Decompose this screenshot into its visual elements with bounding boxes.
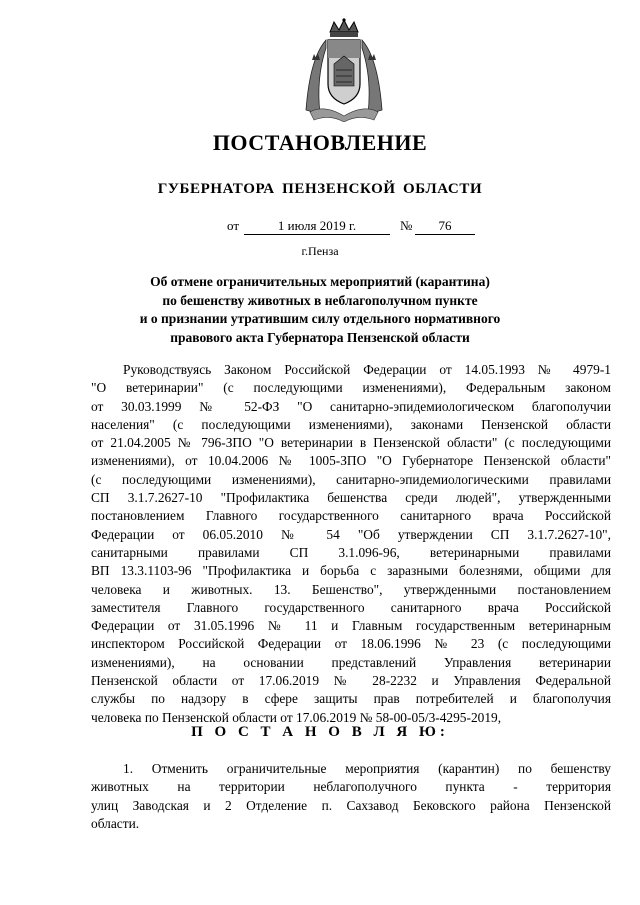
paragraph-line: постановлением Главного государственного санитарного врача Российской — [91, 508, 611, 524]
paragraph-line: санитарными правилами СП 3.1.096-96, ветеринарными правилами — [91, 544, 611, 560]
paragraph-line: от 30.03.1999 № 52-ФЗ "О санитарно-эпидемиологическом благополучии — [91, 398, 611, 414]
paragraph-line: ВП 13.3.1103-96 "Профилактика и борьба с заразными болезнями, общими для — [91, 563, 611, 579]
paragraph-line: службы по надзору в сфере защиты прав потребителей и благополучия — [91, 691, 611, 707]
city-name: г.Пенза — [301, 244, 339, 258]
paragraph-line: "О ветеринарии" (с последующими изменениями), Федеральным законом — [91, 380, 611, 396]
resolution-item-1 — [91, 760, 611, 833]
paragraph-line: человека по Пензенской области от 17.06.2019 № 58-00-05/3-4295-2019, — [91, 709, 502, 725]
title-line: по бешенству животных в неблагополучном пункте — [162, 292, 478, 308]
document-title — [120, 273, 520, 347]
date-number-line — [0, 218, 640, 236]
preamble-paragraph — [91, 361, 611, 727]
issuer-heading: ГУБЕРНАТОРА ПЕНЗЕНСКОЙ ОБЛАСТИ — [157, 181, 483, 197]
paragraph-line: заместителя Главного государственного санитарного врача Российской — [91, 599, 611, 615]
paragraph-line: населения" (с последующими изменениями), законами Пензенской области — [91, 416, 611, 432]
paragraph-line: Федерации от 31.05.1996 № 11 и Главным государственным ветеринарным — [91, 618, 611, 634]
number-label: № — [400, 218, 413, 233]
title-line: правового акта Губернатора Пензенской области — [170, 329, 470, 345]
resolve-heading: П О С Т А Н О В Л Я Ю: — [191, 724, 449, 740]
title-line: Об отмене ограничительных мероприятий (карантина) — [150, 274, 490, 289]
paragraph-line: инспектором Российской Федерации от 18.06.1996 № 23 (с последующими — [91, 636, 611, 652]
paragraph-line: СП 3.1.7.2627-10 "Профилактика бешенства среди людей", утвержденными — [91, 490, 611, 506]
paragraph-line: Пензенской области от 17.06.2019 № 28-2232 и Управления Федеральной — [91, 673, 611, 689]
paragraph-line: от 21.04.2005 № 796-ЗПО "О ветеринарии в Пензенской области" (с последующими — [91, 435, 611, 451]
paragraph-line: улиц Заводская и 2 Отделение п. Сахзавод Бековского района Пензенской — [91, 797, 611, 813]
title-line: и о признании утратившим силу отдельного нормативного — [139, 311, 501, 326]
paragraph-line: животных на территории неблагополучного пункта - территория — [91, 779, 611, 795]
document-type-heading: ПОСТАНОВЛЕНИЕ — [212, 130, 428, 155]
document-date: 1 июля 2019 г. — [244, 218, 390, 235]
document-number: 76 — [415, 218, 475, 235]
paragraph-line: человека и животных. 13. Бешенство", утвержденными постановлением — [91, 581, 611, 597]
paragraph-line: изменениями), на основании представлений Управления ветеринарии — [91, 654, 611, 670]
paragraph-line: изменениями), от 10.04.2006 № 1005-ЗПО "О Губернаторе Пензенской области" — [91, 453, 611, 469]
paragraph-line: области. — [91, 815, 140, 831]
penza-region-coat-of-arms-icon — [300, 18, 388, 122]
paragraph-line: Федерации от 06.05.2010 № 54 "Об утверждении СП 3.1.7.2627-10", — [91, 526, 611, 542]
paragraph-line: 1. Отменить ограничительные мероприятия (карантин) по бешенству — [123, 761, 611, 776]
date-label: от — [227, 218, 240, 233]
paragraph-line: (с последующими изменениями), санитарно-эпидемиологическими правилами — [91, 471, 611, 487]
paragraph-line: Руководствуясь Законом Российской Федерации от 14.05.1993 № 4979-1 — [123, 362, 611, 377]
